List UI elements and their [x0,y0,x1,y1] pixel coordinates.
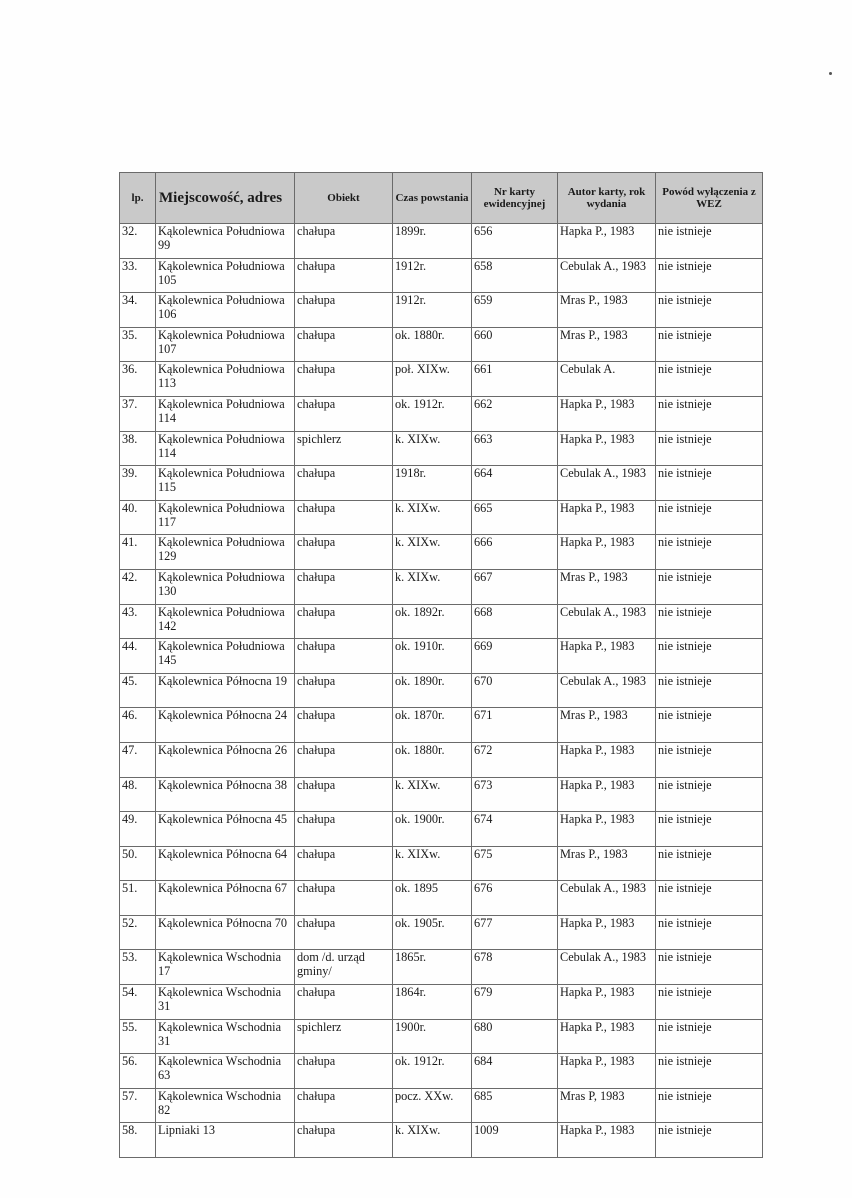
cell-time: ok. 1910r. [393,639,472,674]
cell-reason: nie istnieje [656,846,763,881]
cell-reason: nie istnieje [656,1019,763,1054]
cell-place: Kąkolewnica Południowa 105 [156,258,295,293]
cell-lp: 41. [120,535,156,570]
cell-time: k. XIXw. [393,535,472,570]
cell-card-no: 674 [472,812,558,847]
cell-object: chałupa [295,396,393,431]
cell-time: 1912r. [393,258,472,293]
cell-object: chałupa [295,535,393,570]
cell-reason: nie istnieje [656,1088,763,1123]
header-place: Miejscowość, adres [156,173,295,224]
cell-reason: nie istnieje [656,1123,763,1158]
cell-object: chałupa [295,639,393,674]
cell-object: chałupa [295,362,393,397]
table-row [120,812,763,847]
cell-time: ok. 1892r. [393,604,472,639]
cell-reason: nie istnieje [656,466,763,501]
cell-author: Mras P, 1983 [558,1088,656,1123]
table-row [120,673,763,708]
cell-place: Kąkolewnica Południowa 99 [156,224,295,259]
cell-card-no: 659 [472,293,558,328]
cell-place: Kąkolewnica Północna 26 [156,742,295,777]
table-row [120,362,763,397]
cell-card-no: 685 [472,1088,558,1123]
cell-author: Cebulak A., 1983 [558,673,656,708]
cell-lp: 51. [120,881,156,916]
cell-place: Kąkolewnica Północna 24 [156,708,295,743]
cell-author: Hapka P., 1983 [558,812,656,847]
cell-lp: 54. [120,985,156,1020]
cell-lp: 33. [120,258,156,293]
cell-lp: 47. [120,742,156,777]
cell-author: Mras P., 1983 [558,708,656,743]
cell-author: Hapka P., 1983 [558,639,656,674]
cell-author: Cebulak A., 1983 [558,881,656,916]
cell-time: ok. 1890r. [393,673,472,708]
table-row [120,708,763,743]
cell-lp: 45. [120,673,156,708]
cell-object: chałupa [295,812,393,847]
cell-reason: nie istnieje [656,327,763,362]
cell-card-no: 665 [472,500,558,535]
cell-card-no: 680 [472,1019,558,1054]
cell-time: 1899r. [393,224,472,259]
cell-author: Hapka P., 1983 [558,985,656,1020]
cell-reason: nie istnieje [656,915,763,950]
cell-object: chałupa [295,258,393,293]
cell-author: Hapka P., 1983 [558,396,656,431]
table-row [120,639,763,674]
cell-reason: nie istnieje [656,708,763,743]
cell-place: Kąkolewnica Północna 67 [156,881,295,916]
cell-object: chałupa [295,1054,393,1089]
cell-lp: 48. [120,777,156,812]
cell-place: Kąkolewnica Południowa 142 [156,604,295,639]
cell-card-no: 658 [472,258,558,293]
table-row [120,224,763,259]
cell-time: k. XIXw. [393,1123,472,1158]
cell-lp: 53. [120,950,156,985]
cell-reason: nie istnieje [656,396,763,431]
cell-time: ok. 1900r. [393,812,472,847]
cell-author: Hapka P., 1983 [558,224,656,259]
table-row [120,915,763,950]
cell-object: dom /d. urząd gminy/ [295,950,393,985]
cell-time: 1865r. [393,950,472,985]
cell-place: Kąkolewnica Południowa 129 [156,535,295,570]
cell-time: k. XIXw. [393,431,472,466]
cell-author: Hapka P., 1983 [558,500,656,535]
cell-reason: nie istnieje [656,639,763,674]
table-row [120,466,763,501]
table-row [120,604,763,639]
header-row [120,173,763,224]
cell-card-no: 671 [472,708,558,743]
cell-reason: nie istnieje [656,777,763,812]
header-time: Czas powstania [393,173,472,224]
cell-place: Kąkolewnica Wschodnia 31 [156,985,295,1020]
cell-object: chałupa [295,1088,393,1123]
cell-author: Hapka P., 1983 [558,742,656,777]
table-row [120,1088,763,1123]
cell-author: Mras P., 1983 [558,293,656,328]
cell-object: spichlerz [295,431,393,466]
cell-reason: nie istnieje [656,535,763,570]
cell-place: Kąkolewnica Północna 19 [156,673,295,708]
cell-object: chałupa [295,1123,393,1158]
cell-card-no: 676 [472,881,558,916]
cell-card-no: 1009 [472,1123,558,1158]
header-lp: lp. [120,173,156,224]
cell-card-no: 684 [472,1054,558,1089]
cell-author: Mras P., 1983 [558,327,656,362]
cell-reason: nie istnieje [656,950,763,985]
cell-card-no: 667 [472,569,558,604]
cell-time: k. XIXw. [393,569,472,604]
cell-lp: 44. [120,639,156,674]
cell-author: Cebulak A., 1983 [558,950,656,985]
cell-lp: 38. [120,431,156,466]
cell-time: ok. 1912r. [393,396,472,431]
cell-lp: 50. [120,846,156,881]
table-body [120,224,763,1158]
cell-object: chałupa [295,224,393,259]
cell-card-no: 677 [472,915,558,950]
cell-lp: 57. [120,1088,156,1123]
cell-place: Kąkolewnica Wschodnia 31 [156,1019,295,1054]
cell-author: Hapka P., 1983 [558,1123,656,1158]
cell-time: k. XIXw. [393,777,472,812]
cell-object: chałupa [295,708,393,743]
cell-lp: 32. [120,224,156,259]
cell-author: Hapka P., 1983 [558,535,656,570]
cell-lp: 35. [120,327,156,362]
cell-place: Kąkolewnica Południowa 114 [156,431,295,466]
cell-object: chałupa [295,604,393,639]
cell-card-no: 675 [472,846,558,881]
cell-lp: 56. [120,1054,156,1089]
cell-author: Hapka P., 1983 [558,1054,656,1089]
cell-object: chałupa [295,881,393,916]
table-row [120,569,763,604]
cell-author: Cebulak A., 1983 [558,258,656,293]
cell-card-no: 663 [472,431,558,466]
cell-author: Cebulak A., 1983 [558,466,656,501]
cell-place: Kąkolewnica Południowa 145 [156,639,295,674]
cell-reason: nie istnieje [656,569,763,604]
cell-place: Kąkolewnica Południowa 113 [156,362,295,397]
cell-reason: nie istnieje [656,293,763,328]
cell-time: 1912r. [393,293,472,328]
cell-card-no: 666 [472,535,558,570]
cell-place: Kąkolewnica Północna 70 [156,915,295,950]
cell-object: chałupa [295,500,393,535]
cell-author: Mras P., 1983 [558,846,656,881]
cell-time: ok. 1905r. [393,915,472,950]
cell-author: Hapka P., 1983 [558,777,656,812]
cell-reason: nie istnieje [656,812,763,847]
table-row [120,846,763,881]
cell-place: Kąkolewnica Północna 38 [156,777,295,812]
register-table [119,172,763,1158]
cell-author: Cebulak A., 1983 [558,604,656,639]
cell-lp: 34. [120,293,156,328]
cell-place: Kąkolewnica Południowa 115 [156,466,295,501]
header-reason: Powód wyłączenia z WEZ [656,173,763,224]
cell-place: Kąkolewnica Wschodnia 17 [156,950,295,985]
cell-lp: 40. [120,500,156,535]
cell-card-no: 673 [472,777,558,812]
cell-time: ok. 1870r. [393,708,472,743]
cell-reason: nie istnieje [656,224,763,259]
cell-reason: nie istnieje [656,362,763,397]
cell-place: Kąkolewnica Wschodnia 63 [156,1054,295,1089]
cell-time: k. XIXw. [393,500,472,535]
table-row [120,293,763,328]
header-author: Autor karty, rok wydania [558,173,656,224]
cell-time: k. XIXw. [393,846,472,881]
cell-card-no: 664 [472,466,558,501]
cell-card-no: 672 [472,742,558,777]
cell-time: ok. 1880r. [393,742,472,777]
cell-time: 1900r. [393,1019,472,1054]
cell-place: Kąkolewnica Południowa 130 [156,569,295,604]
cell-time: poł. XIXw. [393,362,472,397]
cell-object: chałupa [295,915,393,950]
cell-lp: 39. [120,466,156,501]
cell-author: Cebulak A. [558,362,656,397]
table-row [120,950,763,985]
header-object: Obiekt [295,173,393,224]
table-row [120,985,763,1020]
cell-author: Hapka P., 1983 [558,1019,656,1054]
cell-lp: 55. [120,1019,156,1054]
cell-reason: nie istnieje [656,742,763,777]
cell-time: ok. 1895 [393,881,472,916]
cell-card-no: 656 [472,224,558,259]
cell-card-no: 662 [472,396,558,431]
cell-reason: nie istnieje [656,1054,763,1089]
cell-reason: nie istnieje [656,500,763,535]
cell-place: Kąkolewnica Wschodnia 82 [156,1088,295,1123]
cell-card-no: 660 [472,327,558,362]
cell-object: chałupa [295,466,393,501]
cell-time: 1918r. [393,466,472,501]
header-card-no: Nr karty ewidencyjnej [472,173,558,224]
cell-lp: 43. [120,604,156,639]
cell-lp: 42. [120,569,156,604]
table-row [120,1019,763,1054]
cell-time: ok. 1912r. [393,1054,472,1089]
cell-card-no: 669 [472,639,558,674]
cell-reason: nie istnieje [656,673,763,708]
cell-card-no: 668 [472,604,558,639]
cell-time: ok. 1880r. [393,327,472,362]
table-row [120,777,763,812]
cell-card-no: 670 [472,673,558,708]
table-row [120,881,763,916]
cell-object: chałupa [295,742,393,777]
cell-card-no: 679 [472,985,558,1020]
cell-card-no: 678 [472,950,558,985]
cell-object: chałupa [295,569,393,604]
cell-lp: 37. [120,396,156,431]
cell-lp: 52. [120,915,156,950]
cell-place: Kąkolewnica Południowa 117 [156,500,295,535]
cell-place: Lipniaki 13 [156,1123,295,1158]
table-row [120,258,763,293]
cell-place: Kąkolewnica Północna 45 [156,812,295,847]
cell-object: chałupa [295,673,393,708]
cell-reason: nie istnieje [656,258,763,293]
cell-object: chałupa [295,777,393,812]
table-row [120,1123,763,1158]
cell-reason: nie istnieje [656,604,763,639]
cell-place: Kąkolewnica Południowa 114 [156,396,295,431]
cell-lp: 58. [120,1123,156,1158]
cell-place: Kąkolewnica Południowa 107 [156,327,295,362]
cell-card-no: 661 [472,362,558,397]
cell-place: Kąkolewnica Północna 64 [156,846,295,881]
cell-reason: nie istnieje [656,985,763,1020]
cell-lp: 36. [120,362,156,397]
cell-object: chałupa [295,985,393,1020]
cell-object: chałupa [295,327,393,362]
table-row [120,431,763,466]
cell-place: Kąkolewnica Południowa 106 [156,293,295,328]
cell-object: spichlerz [295,1019,393,1054]
cell-lp: 46. [120,708,156,743]
cell-author: Hapka P., 1983 [558,915,656,950]
cell-lp: 49. [120,812,156,847]
cell-time: 1864r. [393,985,472,1020]
cell-time: pocz. XXw. [393,1088,472,1123]
cell-author: Mras P., 1983 [558,569,656,604]
table-row [120,535,763,570]
cell-object: chałupa [295,293,393,328]
table-row [120,327,763,362]
table-row [120,1054,763,1089]
table-header [120,173,763,224]
cell-reason: nie istnieje [656,881,763,916]
scan-speck [829,72,832,75]
table-row [120,396,763,431]
cell-author: Hapka P., 1983 [558,431,656,466]
table-row [120,500,763,535]
cell-object: chałupa [295,846,393,881]
table-row [120,742,763,777]
cell-reason: nie istnieje [656,431,763,466]
